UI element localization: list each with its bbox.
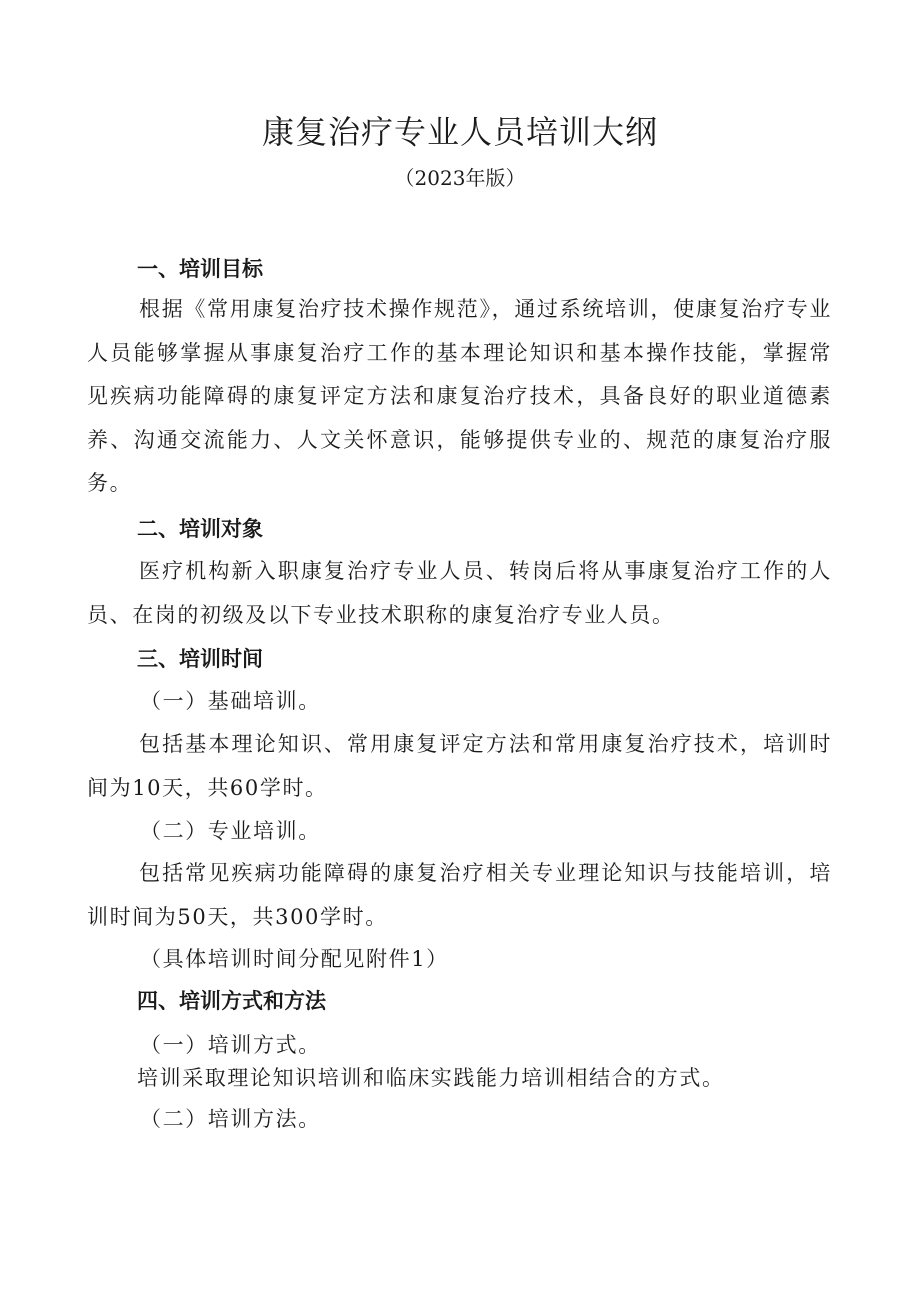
subsection-title-training-mode: （一）培训方式。 xyxy=(140,1033,321,1057)
subsection-title-training-method: （二）培训方法。 xyxy=(140,1107,321,1131)
section-heading-time: 三、培训时间 xyxy=(137,647,263,671)
section-paragraph-trainees: 医疗机构新入职康复治疗专业人员、转岗后将从事康复治疗工作的人员、在岗的初级及以下专业技术职称的康复治疗专业人员。 xyxy=(87,559,832,627)
section-heading-methods: 四、培训方式和方法 xyxy=(137,989,326,1013)
section-paragraph-goals: 根据《常用康复治疗技术操作规范》，通过系统培训，使康复治疗专业人员能够掌握从事康复治疗工作的基本理论知识和基本操作技能，掌握常见疾病功能障碍的康复评定方法和康复治疗技术，具备良好的职业道德素养、沟通交流能力、人文关怀意识，能够提供专业的、规范的康复治疗服务。 xyxy=(87,297,832,495)
subsection-title-basic-training: （一）基础培训。 xyxy=(140,689,321,713)
training-time-note: （具体培训时间分配见附件1） xyxy=(140,947,449,971)
subsection-text-training-mode: 培训采取理论知识培训和临床实践能力培训相结合的方式。 xyxy=(137,1066,725,1090)
subsection-text-professional-training: 包括常见疾病功能障碍的康复治疗相关专业理论知识与技能培训，培训时间为50天，共300学时。 xyxy=(87,861,832,929)
section-heading-goals: 一、培训目标 xyxy=(137,257,263,281)
subsection-title-professional-training: （二）专业培训。 xyxy=(140,819,321,843)
document-title: 康复治疗专业人员培训大纲 xyxy=(261,113,658,151)
section-heading-trainees: 二、培训对象 xyxy=(137,517,263,541)
subsection-text-basic-training: 包括基本理论知识、常用康复评定方法和常用康复治疗技术，培训时间为10天，共60学时。 xyxy=(87,732,832,800)
document-subtitle: （2023年版） xyxy=(394,166,526,190)
